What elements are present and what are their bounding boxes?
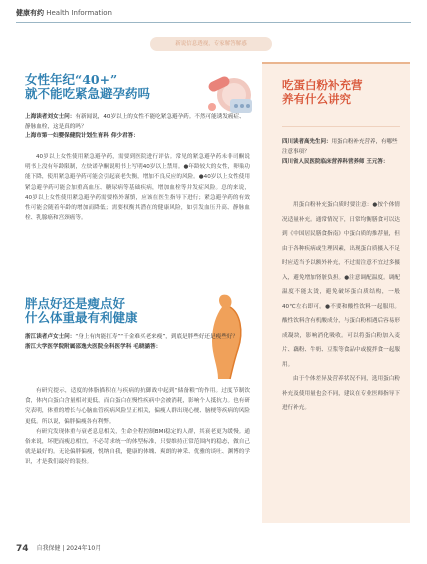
article2-a-author: 浙江大学医学院附属邵逸夫医院全科医学科 毛晓涵答： xyxy=(25,343,162,350)
running-header xyxy=(16,8,112,18)
sidebar-title-line2: 养有什么讲究 xyxy=(282,92,351,106)
page-number: 74 xyxy=(16,544,29,554)
header-divider xyxy=(16,22,411,23)
sidebar-q-author: 四川读者高先生问： xyxy=(282,139,332,145)
article2-paragraph: 有研究提示，适度的体脂描积在与疾病的抗御战中起到“储备粮”的作用。过度节制饮食，体内白蛋白含量相对更低，而白蛋白在慢性疾病中会被消耗，影响个人抵抗力。也有研究表明，体重的增长与心脑血管疾病风险呈正相关，偏瘦人群出现心梗、脑梗等疾病的风险更低。所以说，偏胖偏瘦各有利弊。 xyxy=(25,388,250,425)
article2-q-author: 浙江读者卢女士问： xyxy=(25,334,76,340)
sidebar-title xyxy=(282,78,402,106)
article2-title xyxy=(25,297,205,325)
article2-body xyxy=(25,386,250,468)
sidebar-paragraph: 由于个体差异及营养状况不同，选用蛋白粉补充及使用量也会不同，建议在专业医师指导下进行补充。 xyxy=(282,376,400,411)
sidebar-divider xyxy=(282,126,400,127)
article1-title-line2: 就不能吃紧急避孕药吗 xyxy=(25,86,151,101)
article2-question xyxy=(25,333,250,352)
section-banner: 新说信息透视，专家解答解惑 xyxy=(150,37,272,51)
article1-q-author: 上海读者刘女士问： xyxy=(25,114,76,120)
sidebar-q-text: 用蛋白粉补充营养，有哪些注意事项？ xyxy=(282,139,398,155)
article1-title xyxy=(25,73,205,101)
pill-illustration-icon xyxy=(200,71,260,119)
issue-date: 2024年10月 xyxy=(66,545,102,552)
sidebar-a-author: 四川省人民医院临床营养科营养师 王元答： xyxy=(282,159,389,165)
article2-title-line2: 什么体重最有利健康 xyxy=(25,310,138,325)
sidebar-paragraph: 用蛋白粉补充蛋白质时要注意：●按个体情况适量补充。通常情况下，日常均衡膳食可以达到《中国居民膳食指南》中蛋白质的推荐量，但由于各种疾病或生理因素，出现蛋白质摄入不足时应适当予以额外补充，不过需注意不宜过多摄入，避免增加肾脏负担。●注意调配温度。调配温度不能太烫，避免破坏蛋白质结构，一般40℃左右即可。●不要和酸性饮料一起服用。酸性饮料含有机酸成分，与蛋白粉相遇后容易形成凝块，影响消化吸收。可以将蛋白粉加入麦片、藕粉、牛奶、豆浆等食品中或搅拌食一起服用。 xyxy=(282,202,400,368)
magazine-name: 自我保健 xyxy=(36,545,61,552)
article1-q-text: 有新闻说，40岁以上的女性不能吃紧急避孕药。不然可能诱发癌症、静脉血栓，这是真的吗？ xyxy=(25,114,245,130)
sidebar-title-line1: 吃蛋白粉补充营 xyxy=(282,78,363,92)
header-section: Health Information xyxy=(46,9,112,17)
article2-title-line1: 胖点好还是瘦点好 xyxy=(25,296,126,311)
article1-paragraph: 40岁以上女性使用紧急避孕药，需要到医院进行评估。常见的紧急避孕药未非司酮说明书上没有年龄限制，左炔诺孕酮说明书上写明40岁以上禁用。●年龄较大的女性，卵巢功能下降，使用紧急避孕药可能会引起衰老失衡，增加不良反应的风险。●40岁以上女性使用紧急避孕药可能会加重高血压、糖尿病等基础疾病，增加血栓等并发症风险。总的来说，40岁以上女性使用紧急避孕药需要格外谨慎，应该在医生指导下进行；紧急避孕药的有效性可能会随着年龄的增加而降低；需要权衡其潜在的健康风险，如引发血压升高、静脉血栓、乳腺癌和宫颈癌等。 xyxy=(25,154,250,222)
sidebar-body xyxy=(282,198,400,416)
article2-paragraph: 有研究发现体重与衰老息息相关，生命全程控制BMI稳定的人群，其衰老更为缓慢。通俗来说，坏肥而瘦总相宜，不必苛求统一的体型标准，只要维持正常范围内的稳态，做自己就是最好的。无论偏胖偏瘦，悦纳自我，健康的体魄、爽朗的神采、优雅的谈吐、渊博的学识，才是我们最好的装扮。 xyxy=(25,428,250,466)
page-footer: 74 自我保健 | 2024年10月 xyxy=(16,544,102,554)
article1-question xyxy=(25,113,250,142)
header-brand: 健康有约 xyxy=(16,9,44,17)
sidebar-question xyxy=(282,137,400,167)
article1-body xyxy=(25,152,250,223)
article1-a-author: 上海市第一妇婴保健院计划生育科 仰少君答： xyxy=(25,133,139,139)
sidebar-box xyxy=(262,62,410,523)
article2-q-text: “身上有肉能扛寿”“千金难买老来瘦”，到底是胖些好还是瘦些好？ xyxy=(75,334,238,340)
article1-title-line1: 女性年纪“40+” xyxy=(25,72,118,87)
